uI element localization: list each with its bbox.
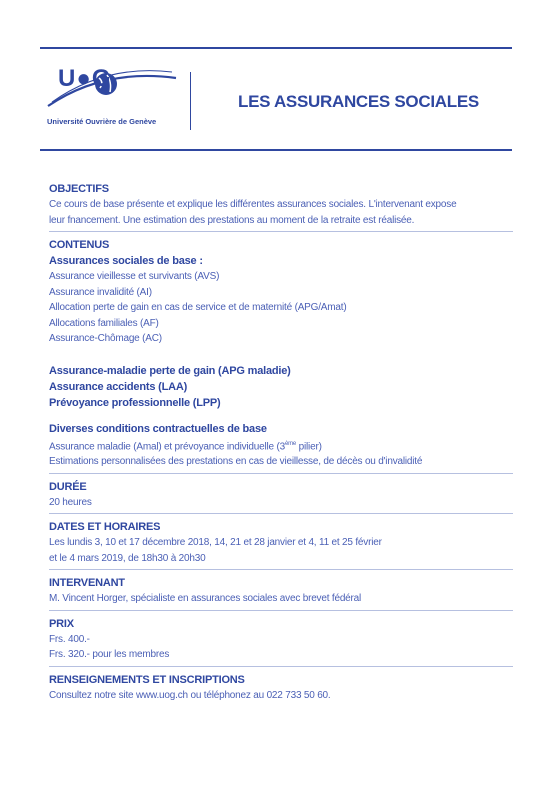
intervenant-heading: INTERVENANT bbox=[49, 577, 125, 590]
base-heading: Assurances sociales de base : bbox=[49, 255, 203, 267]
contenus-heading: CONTENUS bbox=[49, 239, 110, 251]
section-dates bbox=[49, 520, 513, 570]
header-rule bbox=[40, 149, 512, 151]
conditions-heading: Diverses conditions contractuelles de base bbox=[49, 422, 267, 435]
section-intervenant bbox=[49, 576, 513, 611]
duree-heading: DURÉE bbox=[49, 480, 87, 493]
section-objectifs bbox=[49, 182, 513, 232]
base-item: Assurance-Chômage (AC) bbox=[49, 333, 162, 344]
prix-line: Frs. 400.- bbox=[49, 633, 90, 645]
objectifs-line: leur fnancement. Une estimation des prestations au moment de la retraite est réalisée. bbox=[49, 214, 415, 226]
duree-value: 20 heures bbox=[49, 496, 92, 508]
objectifs-line: Ce cours de base présente et explique les différentes assurances sociales. L'intervenant expose bbox=[49, 199, 457, 210]
bold-item: Prévoyance professionnelle (LPP) bbox=[49, 396, 221, 409]
bold-item: Assurance accidents (LAA) bbox=[49, 380, 188, 393]
section-renseignements bbox=[49, 673, 513, 707]
prix-heading: PRIX bbox=[49, 617, 74, 630]
dates-heading: DATES ET HORAIRES bbox=[49, 521, 161, 534]
logo-subtitle: Université Ouvrière de Genève bbox=[47, 117, 157, 126]
spacer bbox=[49, 411, 513, 421]
conditions-line: Estimations personnalisées des prestations en cas de vieillesse, de décès ou d'invalidité bbox=[49, 456, 423, 468]
prix-line: Frs. 320.- pour les membres bbox=[49, 649, 170, 661]
bold-item: Assurance-maladie perte de gain (APG maladie) bbox=[49, 364, 291, 377]
base-item: Allocation perte de gain en cas de service et de maternité (APG/Amat) bbox=[49, 302, 347, 313]
spacer bbox=[49, 347, 513, 363]
section-duree bbox=[49, 480, 513, 515]
base-item: Assurance vieillesse et survivants (AVS) bbox=[49, 271, 220, 282]
logo-wordmark: U●G bbox=[58, 65, 112, 92]
course-content bbox=[49, 182, 513, 706]
intervenant-value: M. Vincent Horger, spécialiste en assurances sociales avec brevet fédéral bbox=[49, 593, 362, 605]
objectifs-heading: OBJECTIFS bbox=[49, 183, 109, 195]
header-divider bbox=[190, 72, 191, 130]
section-prix bbox=[49, 617, 513, 667]
renseignements-heading: RENSEIGNEMENTS ET INSCRIPTIONS bbox=[49, 673, 245, 686]
dates-line: et le 4 mars 2019, de 18h30 à 20h30 bbox=[49, 552, 206, 564]
base-item: Assurance invalidité (AI) bbox=[49, 286, 152, 298]
top-rule bbox=[40, 47, 512, 49]
conditions-line: Assurance maladie (Amal) et prévoyance individuelle (3ème pilier) bbox=[49, 440, 322, 452]
dates-line: Les lundis 3, 10 et 17 décembre 2018, 14, 21 et 28 janvier et 4, 11 et 25 février bbox=[49, 537, 382, 549]
section-contenus bbox=[49, 238, 513, 474]
renseignements-value: Consultez notre site www.uog.ch ou téléphonez au 022 733 50 60. bbox=[49, 689, 331, 701]
page-title: LES ASSURANCES SOCIALES bbox=[238, 92, 479, 111]
base-item: Allocations familiales (AF) bbox=[49, 317, 159, 329]
